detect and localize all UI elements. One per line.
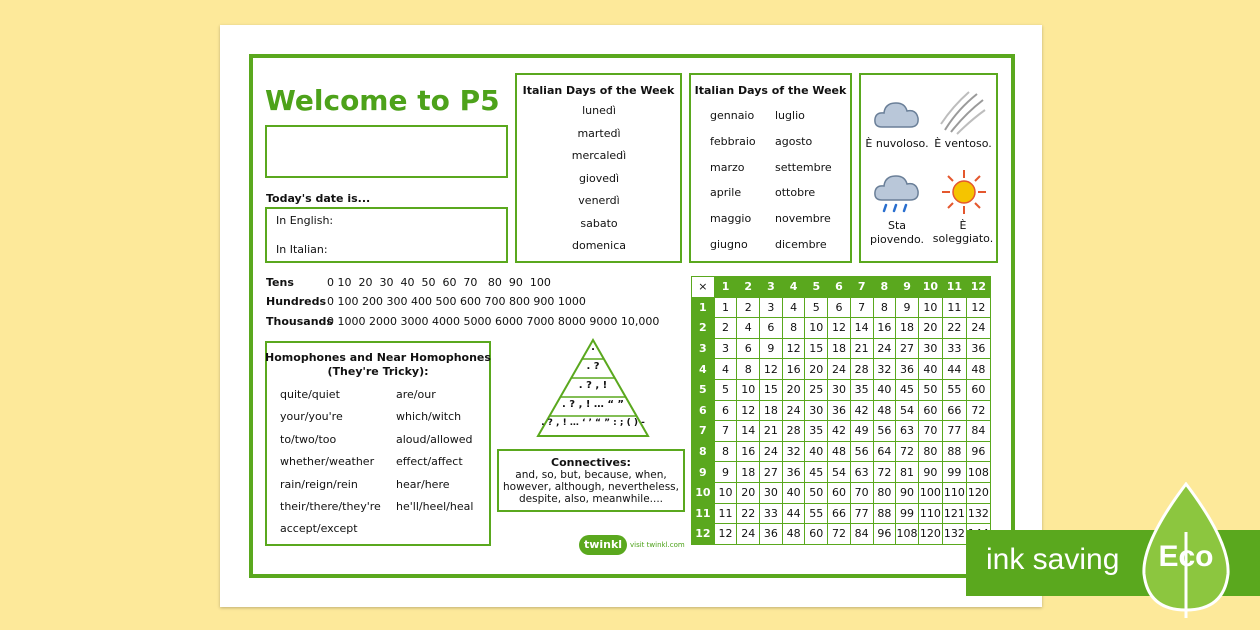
table-cell: 90 [918,462,942,483]
list-item: agosto [775,134,813,148]
list-item: giovedì [578,171,620,185]
table-cell: 12 [760,359,783,380]
table-cell: 42 [850,400,873,421]
table-cell: 14 [850,318,873,339]
list-item: which/witch [396,410,462,424]
list-item: mercaledì [571,149,627,162]
table-cell: 18 [760,400,783,421]
table-row [692,277,991,298]
table-cell: 84 [966,421,990,442]
list-item: gennaio [710,109,755,122]
table-cell: 72 [966,400,990,421]
table-cell: 14 [737,421,760,442]
place-value-numbers: 0 10 20 30 40 50 60 70 80 90 100 [327,276,551,289]
weather-sunny: È soleggiato. [932,219,994,245]
table-cell: 88 [942,441,966,462]
table-cell: 24 [760,441,783,462]
eco-label: Eco [1158,540,1214,573]
table-cell: 1 [714,297,737,318]
days-heading: Italian Days of the Week [522,84,675,97]
connectives-heading: Connectives: [551,456,631,469]
table-cell: 6 [714,400,737,421]
table-cell: 60 [828,482,851,503]
table-cell: 21 [850,338,873,359]
table-cell: 20 [805,359,828,380]
table-header-cell: 11 [692,503,715,524]
table-row [692,524,991,545]
table-cell: 7 [714,421,737,442]
homophones-subheading: (They're Tricky): [327,365,429,378]
table-cell: 36 [896,359,919,380]
list-item: aloud/allowed [396,432,473,446]
table-cell: 80 [918,441,942,462]
list-item: their/there/they're [280,499,381,513]
table-cell: 24 [737,524,760,545]
table-row [692,379,991,400]
table-row [692,318,991,339]
days-list [518,100,680,258]
table-cell: 16 [782,359,805,380]
list-item: giugno [710,237,748,251]
date-heading: Today's date is... [266,192,371,205]
table-cell: 32 [782,441,805,462]
list-item: hear/here [396,477,450,491]
table-cell: 96 [966,441,990,462]
table-cell: 7 [850,297,873,318]
table-cell: 12 [737,400,760,421]
table-cell: 96 [873,524,896,545]
table-cell: 18 [896,318,919,339]
table-row [692,482,991,503]
table-header-cell: 5 [805,277,828,298]
table-header-cell: 3 [760,277,783,298]
table-cell: 110 [918,503,942,524]
table-cell: 110 [942,482,966,503]
sun-icon [940,168,988,216]
table-cell: 10 [714,482,737,503]
list-item: luglio [775,109,805,122]
table-row [692,297,991,318]
table-cell: 120 [918,524,942,545]
list-item: whether/weather [280,455,375,469]
table-cell: 60 [966,379,990,400]
table-cell: 4 [737,318,760,339]
months-heading: Italian Days of the Week [694,84,847,97]
table-row [692,462,991,483]
table-header-cell: 7 [850,277,873,298]
table-header-cell: 12 [966,277,990,298]
place-value-label: Hundreds [266,295,327,308]
table-cell: 12 [828,318,851,339]
table-header-cell: 9 [692,462,715,483]
ink-saving-label: ink saving [986,543,1120,576]
weather-cloudy: È nuvoloso. [865,137,929,150]
table-header-cell: 3 [692,338,715,359]
page-title: Welcome to P5 [265,84,500,117]
table-cell: 32 [873,359,896,380]
table-cell: 18 [737,462,760,483]
table-header-cell: 4 [692,359,715,380]
table-cell: 3 [760,297,783,318]
table-cell: 48 [782,524,805,545]
table-header-cell: 2 [692,318,715,339]
table-cell: 24 [782,400,805,421]
table-cell: 5 [714,379,737,400]
list-item: effect/affect [396,455,463,469]
table-cell: 60 [805,524,828,545]
table-cell: 8 [873,297,896,318]
table-row [692,338,991,359]
table-cell: 25 [805,379,828,400]
homophones-list [280,384,480,541]
table-cell: 6 [760,318,783,339]
table-cell: 33 [760,503,783,524]
table-cell: 20 [782,379,805,400]
table-header-cell: 6 [828,277,851,298]
table-cell: 12 [782,338,805,359]
table-cell: 48 [873,400,896,421]
table-cell: 44 [942,359,966,380]
rain-cloud-icon [872,172,922,218]
place-value-label: Tens [266,276,294,289]
weather-rain-1: Sta [887,219,907,232]
table-header-cell: 7 [692,421,715,442]
table-cell: 81 [896,462,919,483]
table-cell: 36 [828,400,851,421]
table-cell: 49 [850,421,873,442]
table-row [692,441,991,462]
table-cell: 8 [782,318,805,339]
table-cell: 27 [760,462,783,483]
list-item: are/our [396,388,436,401]
table-cell: 70 [918,421,942,442]
table-cell: 56 [850,441,873,462]
pyramid-row: . ? , ! … “ ” [562,399,624,410]
table-cell: 100 [918,482,942,503]
pyramid-row: . ? , ! [578,380,608,391]
table-cell: 56 [873,421,896,442]
table-cell: 80 [873,482,896,503]
table-cell: 8 [737,359,760,380]
table-header-cell: 12 [692,524,715,545]
table-cell: 33 [942,338,966,359]
table-cell: 30 [805,400,828,421]
table-cell: 9 [714,462,737,483]
table-cell: 66 [942,400,966,421]
table-cell: 2 [737,297,760,318]
table-cell: 8 [714,441,737,462]
table-cell: 108 [966,462,990,483]
table-cell: 54 [828,462,851,483]
table-header-cell: 2 [737,277,760,298]
weather-rain-2: piovendo. [869,233,925,246]
table-cell: 63 [896,421,919,442]
table-cell: 15 [805,338,828,359]
table-cell: 44 [782,503,805,524]
table-cell: 90 [896,482,919,503]
table-cell: 48 [828,441,851,462]
times-table [691,276,991,545]
pyramid-row: . [591,342,595,353]
table-cell: 10 [737,379,760,400]
table-cell: 45 [896,379,919,400]
table-cell: 64 [873,441,896,462]
table-cell: 99 [942,462,966,483]
list-item: ottobre [775,186,816,200]
twinkl-logo: twinkl [579,535,627,555]
table-header-cell: 1 [714,277,737,298]
table-cell: 2 [714,318,737,339]
pyramid-row: . ? , ! … ‘ ’ “ ” : ; ( ) - [541,418,645,428]
table-cell: 30 [760,482,783,503]
table-cell: 40 [782,482,805,503]
list-item: sabato [580,216,618,230]
table-cell: 63 [850,462,873,483]
table-header-cell: 5 [692,379,715,400]
table-cell: 55 [942,379,966,400]
months-list [710,106,840,261]
table-cell: 36 [782,462,805,483]
table-cell: 50 [805,482,828,503]
table-cell: 6 [737,338,760,359]
table-cell: 16 [737,441,760,462]
table-corner: × [692,277,715,298]
connectives-line: despite, also, meanwhile.... [518,493,664,505]
table-cell: 18 [828,338,851,359]
table-cell: 12 [714,524,737,545]
table-cell: 35 [805,421,828,442]
table-cell: 28 [850,359,873,380]
list-item: accept/except [280,522,358,536]
place-value-label: Thousands [266,315,333,328]
table-cell: 22 [942,318,966,339]
table-cell: 36 [760,524,783,545]
table-header-cell: 4 [782,277,805,298]
table-cell: 21 [760,421,783,442]
table-cell: 45 [805,462,828,483]
table-cell: 16 [873,318,896,339]
table-cell: 27 [896,338,919,359]
table-cell: 40 [918,359,942,380]
table-header-cell: 8 [692,441,715,462]
place-value-numbers: 0 1000 2000 3000 4000 5000 6000 7000 8000 9000 10,000 [327,315,660,328]
list-item: febbraio [710,134,756,148]
list-item: dicembre [775,237,827,251]
table-cell: 24 [873,338,896,359]
date-italian-label: In Italian: [276,243,328,256]
table-cell: 40 [805,441,828,462]
table-cell: 35 [850,379,873,400]
table-cell: 15 [760,379,783,400]
table-cell: 11 [714,503,737,524]
table-cell: 72 [828,524,851,545]
table-cell: 70 [850,482,873,503]
table-cell: 84 [850,524,873,545]
table-cell: 10 [918,297,942,318]
list-item: he'll/heel/heal [396,499,474,513]
twinkl-url: visit twinkl.com [630,541,685,549]
table-header-cell: 11 [942,277,966,298]
table-cell: 12 [966,297,990,318]
wind-icon [937,90,987,136]
table-cell: 108 [896,524,919,545]
table-cell: 77 [850,503,873,524]
table-cell: 20 [918,318,942,339]
table-cell: 5 [805,297,828,318]
homophones-heading: Homophones and Near Homophones [265,351,491,364]
table-cell: 72 [873,462,896,483]
list-item: venerdì [578,194,620,207]
table-header-cell: 10 [692,482,715,503]
table-cell: 28 [782,421,805,442]
table-cell: 42 [828,421,851,442]
date-english-label: In English: [276,214,334,227]
table-cell: 11 [942,297,966,318]
name-box [265,125,508,178]
table-cell: 121 [942,503,966,524]
table-cell: 24 [828,359,851,380]
table-cell: 132 [942,524,966,545]
table-header-cell: 9 [896,277,919,298]
list-item: novembre [775,212,831,226]
table-cell: 22 [737,503,760,524]
list-item: your/you're [280,410,343,424]
place-value-row [266,295,586,308]
place-value-row [266,276,551,289]
list-item: rain/reign/rein [280,477,358,491]
table-row [692,359,991,380]
place-value-numbers: 0 100 200 300 400 500 600 700 800 900 1000 [327,295,586,308]
table-cell: 3 [714,338,737,359]
table-cell: 24 [966,318,990,339]
table-cell: 88 [873,503,896,524]
table-cell: 4 [714,359,737,380]
table-cell: 50 [918,379,942,400]
table-cell: 36 [966,338,990,359]
table-header-cell: 6 [692,400,715,421]
table-cell: 77 [942,421,966,442]
table-cell: 40 [873,379,896,400]
pyramid-row: . ? [586,361,600,372]
table-cell: 55 [805,503,828,524]
table-row [692,400,991,421]
list-item: quite/quiet [280,388,340,401]
connectives-line: however, although, nevertheless, [503,481,679,493]
weather-windy: È ventoso. [934,137,992,150]
list-item: maggio [710,212,752,226]
table-cell: 99 [896,503,919,524]
table-header-cell: 8 [873,277,896,298]
table-cell: 54 [896,400,919,421]
table-header-cell: 10 [918,277,942,298]
list-item: settembre [775,160,832,174]
table-cell: 72 [896,441,919,462]
table-cell: 6 [828,297,851,318]
table-cell: 48 [966,359,990,380]
table-cell: 60 [918,400,942,421]
table-cell: 10 [805,318,828,339]
list-item: marzo [710,160,745,174]
connectives-line: and, so, but, because, when, [515,469,667,481]
table-header-cell: 1 [692,297,715,318]
list-item: to/two/too [280,432,337,446]
list-item: martedì [577,126,621,140]
table-cell: 30 [918,338,942,359]
table-row [692,421,991,442]
table-cell: 132 [966,503,990,524]
table-row [692,503,991,524]
table-cell: 30 [828,379,851,400]
table-cell: 9 [760,338,783,359]
cloud-icon [872,97,922,131]
place-value-row [266,315,659,328]
table-cell: 66 [828,503,851,524]
list-item: domenica [571,239,626,252]
table-cell: 120 [966,482,990,503]
table-cell: 20 [737,482,760,503]
table-cell: 9 [896,297,919,318]
table-cell: 4 [782,297,805,318]
list-item: aprile [710,186,742,200]
list-item: lunedì [582,104,616,117]
